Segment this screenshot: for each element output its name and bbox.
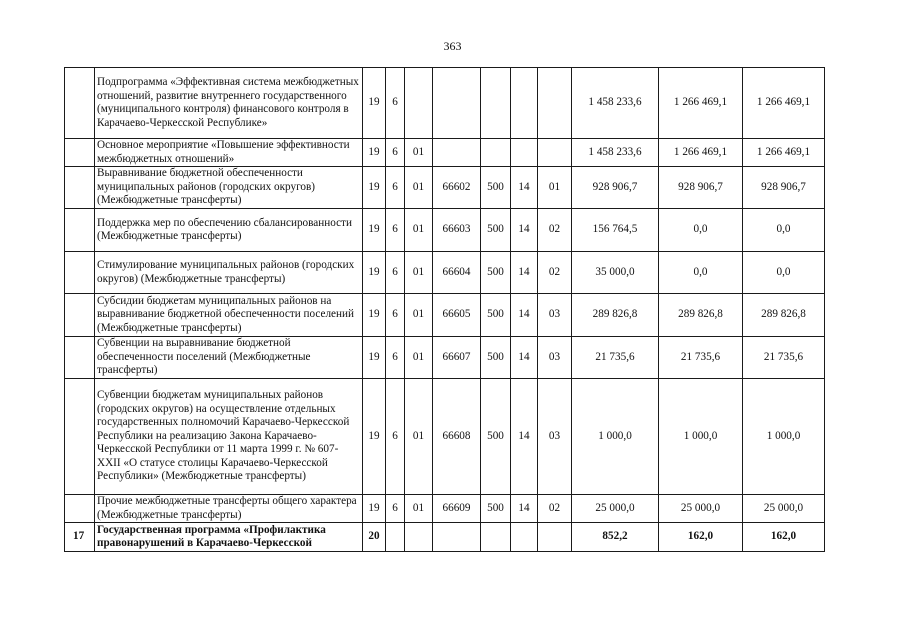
row-number: [65, 294, 95, 337]
direction-code: 66603: [433, 209, 481, 252]
section-code: 14: [511, 337, 538, 379]
amount-year-2: 1 266 469,1: [659, 68, 743, 139]
row-number: [65, 252, 95, 294]
row-description: Прочие межбюджетные трансферты общего характера (Межбюджетные трансферты): [95, 495, 363, 523]
direction-code: [433, 523, 481, 552]
row-number: [65, 209, 95, 252]
subsection-code: [538, 523, 572, 552]
section-code: 14: [511, 379, 538, 495]
amount-year-2: 1 266 469,1: [659, 139, 743, 167]
subsection-code: 02: [538, 252, 572, 294]
row-description: Основное мероприятие «Повышение эффективности межбюджетных отношений»: [95, 139, 363, 167]
expense-type-code: 500: [481, 495, 511, 523]
expense-type-code: 500: [481, 252, 511, 294]
subsection-code: 03: [538, 294, 572, 337]
amount-year-2: 25 000,0: [659, 495, 743, 523]
subprogram-code: 6: [386, 167, 405, 209]
measure-code: 01: [405, 167, 433, 209]
amount-year-3: 928 906,7: [743, 167, 825, 209]
subprogram-code: 6: [386, 68, 405, 139]
table-row: [65, 379, 825, 495]
row-number: [65, 495, 95, 523]
amount-year-2: 289 826,8: [659, 294, 743, 337]
amount-year-3: 21 735,6: [743, 337, 825, 379]
table-row: [65, 139, 825, 167]
row-description: Стимулирование муниципальных районов (городских округов) (Межбюджетные трансферты): [95, 252, 363, 294]
table-row: [65, 167, 825, 209]
program-code: 19: [363, 209, 386, 252]
amount-year-2: 0,0: [659, 209, 743, 252]
table-row: [65, 252, 825, 294]
row-description: Выравнивание бюджетной обеспеченности муниципальных районов (городских округов) (Межбюджетные трансферты): [95, 167, 363, 209]
direction-code: 66602: [433, 167, 481, 209]
measure-code: 01: [405, 252, 433, 294]
direction-code: 66607: [433, 337, 481, 379]
direction-code: 66605: [433, 294, 481, 337]
amount-year-1: 35 000,0: [572, 252, 659, 294]
budget-table: [64, 67, 825, 552]
subsection-code: [538, 139, 572, 167]
row-description: Субвенции на выравнивание бюджетной обеспеченности поселений (Межбюджетные трансферты): [95, 337, 363, 379]
amount-year-1: 1 458 233,6: [572, 68, 659, 139]
expense-type-code: 500: [481, 379, 511, 495]
row-description: Подпрограмма «Эффективная система межбюджетных отношений, развитие внутреннего государственного (муниципального контроля) финансового контроля в Карачаево-Черкесской Республике»: [95, 68, 363, 139]
amount-year-3: 1 266 469,1: [743, 68, 825, 139]
amount-year-1: 852,2: [572, 523, 659, 552]
page-number: 363: [443, 39, 462, 53]
amount-year-1: 156 764,5: [572, 209, 659, 252]
amount-year-2: 0,0: [659, 252, 743, 294]
amount-year-2: 928 906,7: [659, 167, 743, 209]
amount-year-3: 289 826,8: [743, 294, 825, 337]
subsection-code: 02: [538, 495, 572, 523]
expense-type-code: 500: [481, 209, 511, 252]
measure-code: 01: [405, 294, 433, 337]
subprogram-code: 6: [386, 294, 405, 337]
table-row: [65, 523, 825, 552]
section-code: [511, 523, 538, 552]
amount-year-2: 162,0: [659, 523, 743, 552]
direction-code: [433, 68, 481, 139]
amount-year-1: 1 458 233,6: [572, 139, 659, 167]
section-code: 14: [511, 167, 538, 209]
direction-code: 66609: [433, 495, 481, 523]
table-row: [65, 337, 825, 379]
row-description: Субвенции бюджетам муниципальных районов (городских округов) на осуществление отдельных государственных полномочий Карачаево-Черкесской Республики на реализацию Закона Карачаево-Черкесской Республики от 11 марта 1999 г. № 607-XXII «О статусе столицы Карачаево-Черкесской Республики» (Межбюджетные трансферты): [95, 379, 363, 495]
amount-year-2: 1 000,0: [659, 379, 743, 495]
table-row: [65, 68, 825, 139]
program-code: 19: [363, 68, 386, 139]
direction-code: 66608: [433, 379, 481, 495]
program-code: 19: [363, 139, 386, 167]
section-code: [511, 68, 538, 139]
program-code: 19: [363, 252, 386, 294]
row-number: [65, 337, 95, 379]
program-code: 19: [363, 294, 386, 337]
amount-year-3: 162,0: [743, 523, 825, 552]
program-code: 20: [363, 523, 386, 552]
row-number: [65, 139, 95, 167]
row-number: [65, 68, 95, 139]
amount-year-1: 21 735,6: [572, 337, 659, 379]
subprogram-code: 6: [386, 337, 405, 379]
section-code: 14: [511, 209, 538, 252]
amount-year-1: 928 906,7: [572, 167, 659, 209]
expense-type-code: [481, 523, 511, 552]
row-number: [65, 167, 95, 209]
row-number: 17: [65, 523, 95, 552]
program-code: 19: [363, 167, 386, 209]
subsection-code: 03: [538, 379, 572, 495]
measure-code: [405, 68, 433, 139]
table-row: [65, 495, 825, 523]
subsection-code: [538, 68, 572, 139]
subprogram-code: 6: [386, 209, 405, 252]
expense-type-code: 500: [481, 167, 511, 209]
measure-code: 01: [405, 209, 433, 252]
table-body: [65, 68, 825, 552]
amount-year-3: 0,0: [743, 209, 825, 252]
measure-code: 01: [405, 139, 433, 167]
subprogram-code: 6: [386, 379, 405, 495]
subsection-code: 03: [538, 337, 572, 379]
amount-year-2: 21 735,6: [659, 337, 743, 379]
subsection-code: 01: [538, 167, 572, 209]
amount-year-3: 1 000,0: [743, 379, 825, 495]
program-code: 19: [363, 495, 386, 523]
section-code: 14: [511, 294, 538, 337]
expense-type-code: [481, 68, 511, 139]
subprogram-code: 6: [386, 139, 405, 167]
row-description: Поддержка мер по обеспечению сбалансированности (Межбюджетные трансферты): [95, 209, 363, 252]
subprogram-code: 6: [386, 495, 405, 523]
amount-year-3: 1 266 469,1: [743, 139, 825, 167]
measure-code: 01: [405, 379, 433, 495]
section-code: 14: [511, 252, 538, 294]
section-code: [511, 139, 538, 167]
direction-code: 66604: [433, 252, 481, 294]
row-number: [65, 379, 95, 495]
expense-type-code: 500: [481, 337, 511, 379]
amount-year-1: 1 000,0: [572, 379, 659, 495]
expense-type-code: 500: [481, 294, 511, 337]
amount-year-1: 25 000,0: [572, 495, 659, 523]
row-description: Государственная программа «Профилактика правонарушений в Карачаево-Черкесской: [95, 523, 363, 552]
table-row: [65, 294, 825, 337]
subprogram-code: 6: [386, 252, 405, 294]
measure-code: 01: [405, 337, 433, 379]
table-row: [65, 209, 825, 252]
amount-year-3: 0,0: [743, 252, 825, 294]
amount-year-3: 25 000,0: [743, 495, 825, 523]
measure-code: [405, 523, 433, 552]
row-description: Субсидии бюджетам муниципальных районов на выравнивание бюджетной обеспеченности поселений (Межбюджетные трансферты): [95, 294, 363, 337]
direction-code: [433, 139, 481, 167]
program-code: 19: [363, 379, 386, 495]
amount-year-1: 289 826,8: [572, 294, 659, 337]
subprogram-code: [386, 523, 405, 552]
program-code: 19: [363, 337, 386, 379]
measure-code: 01: [405, 495, 433, 523]
subsection-code: 02: [538, 209, 572, 252]
section-code: 14: [511, 495, 538, 523]
expense-type-code: [481, 139, 511, 167]
